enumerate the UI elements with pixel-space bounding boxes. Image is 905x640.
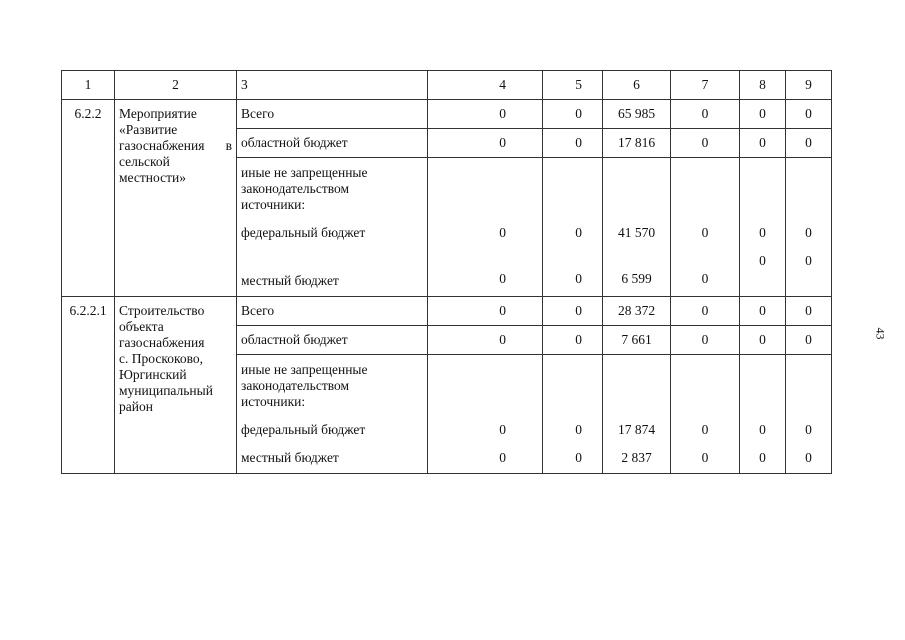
value-cell: 0 bbox=[428, 325, 543, 354]
value-cell: 0 bbox=[543, 296, 603, 325]
value-cell: 0 bbox=[786, 296, 832, 325]
value-cell: 0 bbox=[740, 354, 786, 446]
row-label: местный бюджет bbox=[237, 446, 428, 473]
header-cell: 6 bbox=[603, 71, 671, 100]
header-cell: 9 bbox=[786, 71, 832, 100]
value-cell: 0 bbox=[786, 100, 832, 129]
value-cell: 0 bbox=[740, 296, 786, 325]
value-cell: 0 bbox=[671, 296, 740, 325]
value-cell: 7 661 bbox=[603, 325, 671, 354]
value-cell: 0 0 bbox=[786, 158, 832, 270]
value-cell: 0 bbox=[543, 446, 603, 473]
value-cell: 0 bbox=[671, 100, 740, 129]
row-label: местный бюджет bbox=[237, 269, 428, 296]
value-cell: 0 bbox=[428, 296, 543, 325]
empty-cell bbox=[740, 269, 786, 296]
item-code: 6.2.2.1 bbox=[62, 296, 115, 473]
value-cell: 0 bbox=[786, 354, 832, 446]
value-cell: 0 bbox=[740, 446, 786, 473]
header-cell: 8 bbox=[740, 71, 786, 100]
value-cell: 0 bbox=[543, 269, 603, 296]
value-cell: 0 bbox=[786, 446, 832, 473]
value-cell: 0 bbox=[671, 158, 740, 270]
value-cell: 65 985 bbox=[603, 100, 671, 129]
value-cell: 0 bbox=[543, 158, 603, 270]
value-cell: 0 bbox=[671, 354, 740, 446]
row-label: Всего bbox=[237, 100, 428, 129]
value-cell: 0 bbox=[786, 325, 832, 354]
value-cell: 17 816 bbox=[603, 129, 671, 158]
value-cell: 0 bbox=[740, 129, 786, 158]
value-cell: 0 bbox=[543, 325, 603, 354]
value-cell: 0 bbox=[543, 129, 603, 158]
value-cell: 0 bbox=[671, 446, 740, 473]
value-cell: 17 874 bbox=[603, 354, 671, 446]
value-cell: 2 837 bbox=[603, 446, 671, 473]
row-label: Всего bbox=[237, 296, 428, 325]
value-cell: 0 bbox=[671, 129, 740, 158]
row-label: иные не запрещенные законодательством источники: федеральный бюджет bbox=[237, 354, 428, 446]
value-cell: 0 bbox=[671, 269, 740, 296]
value-cell: 28 372 bbox=[603, 296, 671, 325]
value-cell: 0 bbox=[543, 100, 603, 129]
value-cell: 0 bbox=[428, 100, 543, 129]
value-cell: 0 0 bbox=[740, 158, 786, 270]
value-cell: 0 bbox=[671, 325, 740, 354]
budget-table bbox=[61, 70, 832, 474]
value-cell: 0 bbox=[428, 269, 543, 296]
value-cell: 0 bbox=[428, 446, 543, 473]
value-cell: 0 bbox=[428, 354, 543, 446]
header-cell: 4 bbox=[428, 71, 543, 100]
value-cell: 0 bbox=[740, 100, 786, 129]
table-row bbox=[62, 296, 832, 325]
page-number: 43 bbox=[873, 327, 888, 340]
header-cell: 7 bbox=[671, 71, 740, 100]
table-header-row bbox=[62, 71, 832, 100]
empty-cell bbox=[786, 269, 832, 296]
item-name: Мероприятие «Развитие газоснабжения в сельской местности» bbox=[115, 100, 237, 297]
value-cell: 6 599 bbox=[603, 269, 671, 296]
header-cell: 1 bbox=[62, 71, 115, 100]
value-cell: 0 bbox=[786, 129, 832, 158]
row-label: областной бюджет bbox=[237, 129, 428, 158]
header-cell: 2 bbox=[115, 71, 237, 100]
value-cell: 0 bbox=[740, 325, 786, 354]
value-cell: 0 bbox=[428, 129, 543, 158]
row-label: иные не запрещенные законодательством источники: федеральный бюджет bbox=[237, 158, 428, 270]
value-cell: 0 bbox=[428, 158, 543, 270]
table-row bbox=[62, 100, 832, 129]
header-cell: 5 bbox=[543, 71, 603, 100]
row-label: областной бюджет bbox=[237, 325, 428, 354]
header-cell: 3 bbox=[237, 71, 428, 100]
item-code: 6.2.2 bbox=[62, 100, 115, 297]
value-cell: 0 bbox=[543, 354, 603, 446]
value-cell: 41 570 bbox=[603, 158, 671, 270]
item-name: Строительство объекта газоснабжения с. Проскоково, Юргинский муниципальный район bbox=[115, 296, 237, 473]
